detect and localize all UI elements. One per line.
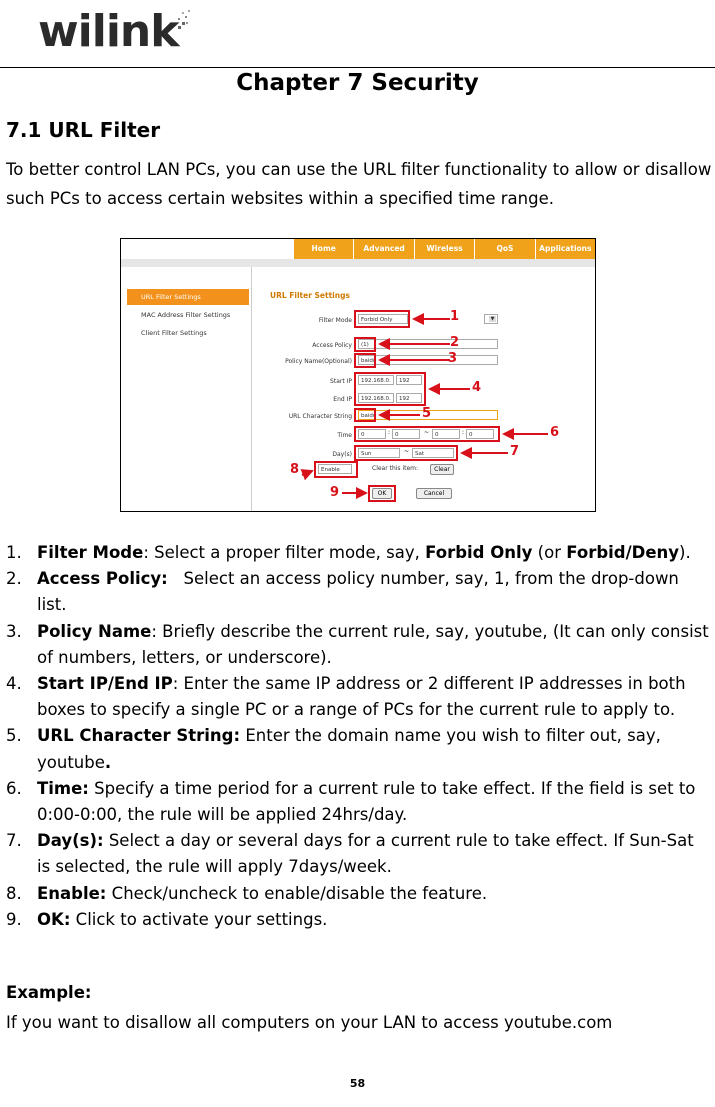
panel-title: URL Filter Settings [270,291,350,300]
time-label: Time [337,432,352,439]
list-item [6,540,712,566]
item-text: Select a day or several days for a current rule to take effect. If Sun-Sat is selected, the rule will apply 7days/week. [37,831,694,877]
item-number: 2. [6,569,22,589]
item-number: 7. [6,831,22,851]
end-ip-label: End IP [333,396,352,403]
item-number: 9. [6,909,22,929]
item-term-3: Forbid/Deny [566,543,680,562]
intro-paragraph: To better control LAN PCs, you can use the URL filter functionality to allow or disallow such PCs to access certain websites within a specified time range. [6,160,712,208]
example-label: Example: [6,983,92,1002]
time-start-minute[interactable]: 0 [392,429,420,439]
ok-button[interactable]: OK [372,488,392,499]
nav-tab-qos[interactable]: QoS [474,239,534,259]
day-from-select[interactable]: Sun [358,448,400,458]
page-number: 58 [349,1077,366,1090]
day-to-select[interactable]: Sat [412,448,454,458]
item-number: 1. [6,543,22,562]
item-number: 4. [6,674,22,694]
sidebar-item-client-filter[interactable]: Client Filter Settings [141,329,207,337]
item-number: 3. [6,621,22,641]
url-string-label: URL Character String [288,413,352,420]
time-start-hour[interactable]: 0 [358,429,386,439]
start-ip-input[interactable]: 192 [396,375,422,385]
enable-select[interactable]: Enable [318,464,352,474]
item-term: Enable: [37,883,107,903]
start-ip-prefix: 192.168.0. [358,375,394,385]
end-ip-input[interactable]: 192 [396,393,422,403]
item-term: Time: [37,778,89,798]
callout-7: 7 [510,444,520,459]
item-text: Enter the domain name you wish to filter out, say, youtube [37,726,661,772]
field-descriptions [6,540,712,933]
nav-tab-home[interactable]: Home [293,239,353,259]
item-term: Policy Name [37,621,152,641]
figure-nav [293,239,595,259]
item-term: Day(s): [37,831,104,851]
sidebar-item-url-filter[interactable]: URL Filter Settings [127,289,249,305]
policy-name-input[interactable]: baidu [358,355,498,365]
time-tilde: ~ [424,429,430,436]
item-text: : Enter the same IP address or 2 different IP addresses in both boxes to specify a single PC or a range of PCs for the current rule to apply to. [37,674,686,720]
list-item [6,566,712,618]
end-ip-prefix: 192.168.0. [358,393,394,403]
logo-dots-icon [176,8,194,38]
item-term: URL Character String: [37,726,241,746]
nav-tab-wireless[interactable]: Wireless [414,239,474,259]
url-filter-screenshot [120,238,596,512]
wilink-logo [38,4,198,60]
cancel-button[interactable]: Cancel [416,488,452,499]
item-number: 5. [6,726,22,746]
list-item [6,828,712,880]
item-text-2: (or [532,543,567,562]
logo-text: wilink [38,6,179,57]
list-item [6,776,712,828]
item-number: 6. [6,778,22,798]
item-text: Click to activate your settings. [70,909,328,929]
list-item [6,671,712,723]
start-ip-label: Start IP [330,378,352,385]
callout-1: 1 [450,309,460,324]
access-policy-label: Access Policy [312,342,352,349]
callout-arrows [252,267,595,511]
item-term: OK: [37,909,71,929]
item-term: Filter Mode [37,543,144,562]
time-colon-2: : [462,429,465,436]
figure-subbar [121,259,595,267]
example-text: If you want to disallow all computers on your LAN to access youtube.com [6,1013,613,1032]
time-colon-1: : [388,429,391,436]
callout-9: 9 [330,485,340,500]
callout-8: 8 [290,462,300,477]
filter-mode-label: Filter Mode [318,317,352,324]
item-text-3: ). [679,543,691,562]
list-item [6,907,712,933]
callout-4: 4 [472,380,482,395]
item-term: Access Policy: [37,569,168,589]
section-title: 7.1 URL Filter [6,118,161,142]
chevron-down-icon: ▼ [490,316,495,322]
item-term-2: . [104,752,112,772]
clear-item-label: Clear this item: [372,465,419,472]
chapter-title: Chapter 7 Security [236,70,479,96]
policy-name-label: Policy Name(Optional) [285,358,352,365]
list-item [6,619,712,671]
figure-main-panel [252,267,595,511]
sidebar-item-mac-filter[interactable]: MAC Address Filter Settings [141,311,231,319]
item-number: 8. [6,883,22,903]
time-end-minute[interactable]: 0 [466,429,494,439]
list-item [6,723,712,775]
item-text: : Briefly describe the current rule, say, youtube, (It can only consist of numbers, letters, or underscore). [37,621,709,667]
url-string-input[interactable]: baidu [358,410,498,420]
callout-6: 6 [550,425,560,440]
figure-sidebar [121,267,252,511]
nav-tab-advanced[interactable]: Advanced [353,239,413,259]
days-label: Day(s) [332,451,352,458]
callout-5: 5 [422,406,432,421]
day-tilde: ~ [404,448,410,455]
item-text: Check/uncheck to enable/disable the feature. [106,883,488,903]
time-end-hour[interactable]: 0 [432,429,460,439]
access-policy-select[interactable]: (1) [358,339,498,349]
callout-2: 2 [450,335,460,350]
header-rule [0,67,715,68]
filter-mode-select[interactable]: Forbid Only [358,314,408,324]
item-term: Start IP/End IP [37,674,173,694]
nav-tab-applications[interactable]: Applications [535,239,595,259]
item-text: : Select a proper filter mode, say, [143,543,426,562]
list-item [6,881,712,907]
callout-3: 3 [448,351,458,366]
item-text: Specify a time period for a current rule to take effect. If the field is set to 0:00-0:00, the rule will be applied 24hrs/day. [37,778,696,825]
item-term-2: Forbid Only [425,543,533,562]
item-text: Select an access policy number, say, 1, from the drop-down list. [37,569,685,615]
clear-button[interactable]: Clear [430,464,454,475]
